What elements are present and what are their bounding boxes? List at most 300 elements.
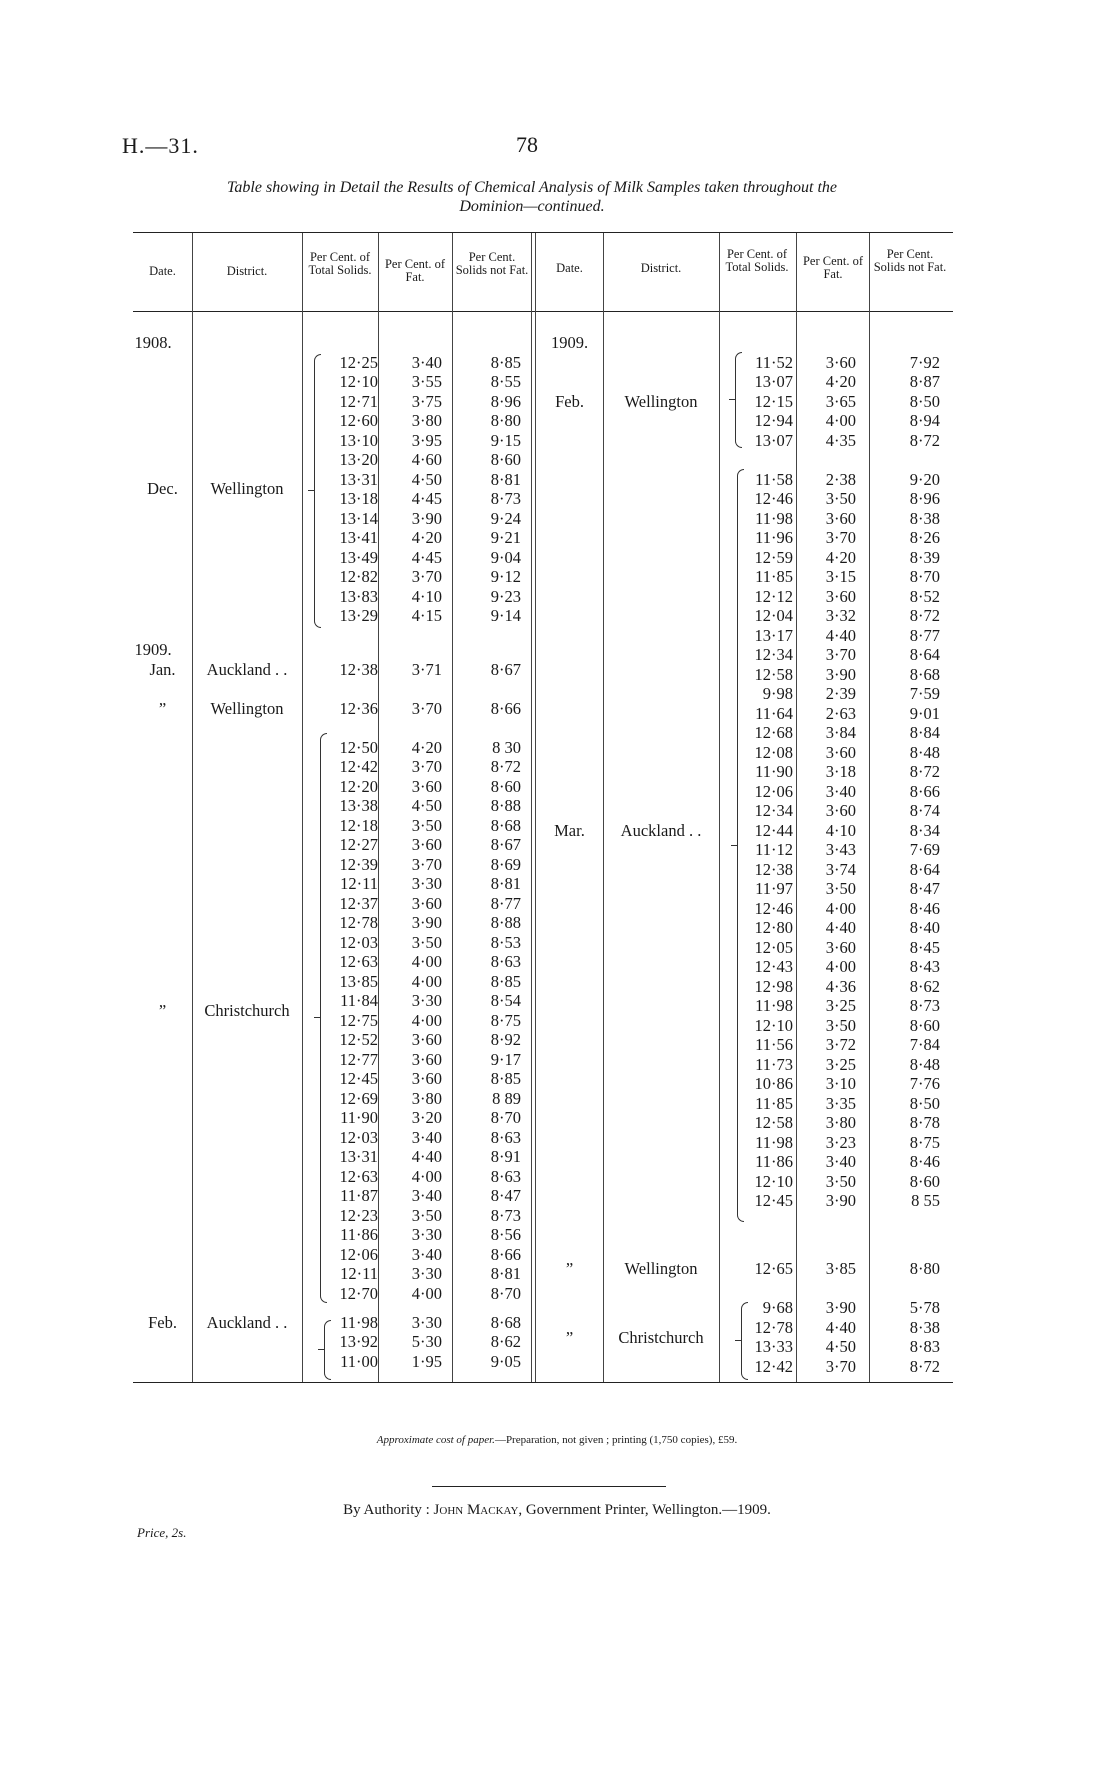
total-solids-cell: 11·98 (755, 508, 793, 528)
total-solids-cell: 9·68 (762, 1298, 793, 1318)
total-solids-cell: 12·39 (339, 854, 378, 874)
solids-not-fat-cell: 8·56 (490, 1225, 521, 1245)
total-solids-cell: 12·38 (339, 659, 378, 679)
total-solids-cell: 11·12 (755, 840, 793, 859)
fat-cell: 3·90 (411, 508, 442, 528)
solids-not-fat-cell: 8·96 (909, 489, 940, 508)
total-solids-cell: 12·46 (754, 489, 793, 508)
solids-not-fat-cell: 8·60 (490, 776, 521, 796)
total-solids-cell: 12·82 (339, 567, 378, 586)
fat-cell: 3·32 (825, 606, 856, 625)
fat-cell: 4·50 (411, 796, 442, 816)
total-solids-cell: 13·07 (754, 372, 793, 391)
fat-cell: 3·75 (411, 391, 442, 411)
fat-cell: 4·36 (825, 976, 856, 996)
district-cell: Wellington (624, 391, 698, 411)
fat-cell: 3·72 (825, 1035, 856, 1054)
total-solids-cell: 12·42 (754, 1356, 793, 1376)
total-solids-cell: 13·41 (339, 528, 378, 547)
fat-cell: 4·60 (411, 450, 442, 469)
fat-cell: 3·50 (411, 1205, 442, 1225)
solids-not-fat-cell: 8·88 (490, 913, 521, 933)
fat-cell: 2·38 (825, 469, 856, 489)
total-solids-cell: 12·03 (339, 1127, 378, 1147)
district-cell: Auckland . . (620, 820, 702, 840)
solids-not-fat-cell: 8·60 (490, 450, 521, 469)
total-solids-cell: 11·87 (340, 1186, 378, 1206)
solids-not-fat-cell: 9·04 (490, 547, 521, 567)
fat-cell: 3·40 (411, 1186, 442, 1206)
fat-cell: 3·70 (411, 757, 442, 777)
solids-not-fat-cell: 8·72 (909, 762, 940, 781)
column-header-total-solids: Per Cent. of Total Solids. (308, 250, 372, 277)
total-solids-cell: 11·56 (755, 1035, 793, 1054)
footer-rule (432, 1486, 666, 1487)
solids-not-fat-cell: 8·80 (490, 411, 521, 430)
total-solids-cell: 12·25 (339, 352, 378, 372)
solids-not-fat-cell: 8·67 (490, 835, 521, 855)
fat-cell: 3·15 (825, 567, 856, 586)
fat-cell: 3·50 (825, 879, 856, 898)
fat-cell: 4·45 (411, 489, 442, 508)
fat-cell: 4·45 (411, 547, 442, 567)
fat-cell: 4·10 (825, 820, 856, 840)
date-cell: Dec. (147, 479, 178, 499)
group-brace (737, 469, 744, 1222)
date-cell: Feb. (555, 391, 584, 411)
total-solids-cell: 12·05 (754, 937, 793, 957)
fat-cell: 3·70 (411, 567, 442, 586)
solids-not-fat-cell: 8·34 (909, 820, 940, 840)
fat-cell: 3·70 (825, 1356, 856, 1376)
total-solids-cell: 12·80 (754, 918, 793, 937)
total-solids-cell: 12·71 (339, 391, 378, 411)
fat-cell: 3·70 (411, 854, 442, 874)
fat-cell: 3·60 (825, 937, 856, 957)
total-solids-cell: 11·64 (755, 703, 793, 723)
fat-cell: 3·65 (825, 391, 856, 411)
district-cell: Christchurch (204, 1000, 290, 1020)
total-solids-cell: 13·07 (754, 430, 793, 450)
solids-not-fat-cell: 8·64 (909, 645, 940, 664)
total-solids-cell: 12·60 (339, 411, 378, 430)
total-solids-cell: 12·34 (754, 645, 793, 664)
solids-not-fat-cell: 8·40 (909, 918, 940, 937)
fat-cell: 2·39 (825, 684, 856, 703)
fat-cell: 3·50 (825, 1171, 856, 1191)
total-solids-cell: 13·49 (339, 547, 378, 567)
group-brace (324, 1320, 331, 1380)
solids-not-fat-cell: 8·69 (490, 854, 521, 874)
fat-cell: 4·10 (411, 586, 442, 606)
solids-not-fat-cell: 7·84 (909, 1035, 940, 1054)
total-solids-cell: 13·83 (339, 586, 378, 606)
total-solids-cell: 11·86 (755, 1152, 793, 1171)
fat-cell: 4·00 (411, 971, 442, 991)
total-solids-cell: 12·10 (754, 1171, 793, 1191)
total-solids-cell: 12·12 (754, 586, 793, 606)
fat-cell: 4·20 (411, 737, 442, 757)
column-header-fat: Per Cent. of Fat. (802, 254, 864, 281)
group-brace-point (735, 1340, 741, 1341)
fat-cell: 3·95 (411, 430, 442, 450)
total-solids-cell: 11·84 (340, 991, 378, 1011)
fat-cell: 3·90 (825, 1191, 856, 1210)
total-solids-cell: 13·14 (339, 508, 378, 528)
total-solids-cell: 12·50 (339, 737, 378, 757)
solids-not-fat-cell: 8·54 (490, 991, 521, 1011)
solids-not-fat-cell: 8·68 (490, 815, 521, 835)
total-solids-cell: 12·58 (754, 1113, 793, 1132)
fat-cell: 4·20 (825, 547, 856, 567)
group-brace-point (314, 1017, 320, 1018)
total-solids-cell: 12·52 (339, 1030, 378, 1050)
solids-not-fat-cell: 8·60 (909, 1171, 940, 1191)
solids-not-fat-cell: 8·62 (909, 976, 940, 996)
total-solids-cell: 12·11 (340, 874, 378, 894)
date-cell: Feb. (148, 1312, 177, 1332)
fat-cell: 3·60 (825, 352, 856, 372)
total-solids-cell: 12·78 (754, 1317, 793, 1337)
solids-not-fat-cell: 8·68 (490, 1312, 521, 1332)
solids-not-fat-cell: 8·80 (909, 1259, 940, 1279)
fat-cell: 3·80 (411, 411, 442, 430)
column-header-date: Date. (149, 264, 176, 278)
year-label: 1909. (550, 333, 589, 352)
fat-cell: 3·18 (825, 762, 856, 781)
fat-cell: 3·60 (411, 1069, 442, 1089)
total-solids-cell: 11·52 (755, 352, 793, 372)
solids-not-fat-cell: 9·12 (490, 567, 521, 586)
fat-cell: 3·25 (825, 1054, 856, 1074)
fat-cell: 3·60 (411, 1049, 442, 1069)
date-cell: ” (565, 1327, 574, 1347)
total-solids-cell: 12·38 (754, 859, 793, 879)
solids-not-fat-cell: 8·70 (909, 567, 940, 586)
solids-not-fat-cell: 9·21 (490, 528, 521, 547)
fat-cell: 4·40 (825, 625, 856, 645)
solids-not-fat-cell: 8 55 (911, 1191, 940, 1210)
fat-cell: 3·50 (825, 489, 856, 508)
total-solids-cell: 12·94 (754, 411, 793, 430)
total-solids-cell: 11·90 (755, 762, 793, 781)
total-solids-cell: 13·31 (339, 1147, 378, 1167)
total-solids-cell: 12·98 (754, 976, 793, 996)
total-solids-cell: 12·59 (754, 547, 793, 567)
solids-not-fat-cell: 8·77 (490, 893, 521, 913)
total-solids-cell: 12·46 (754, 898, 793, 918)
column-header-district: District. (640, 261, 682, 275)
fat-cell: 3·40 (825, 781, 856, 801)
total-solids-cell: 12·78 (339, 913, 378, 933)
solids-not-fat-cell: 7·76 (909, 1074, 940, 1093)
fat-cell: 4·35 (825, 430, 856, 450)
solids-not-fat-cell: 8·73 (909, 996, 940, 1015)
table-bottom-rule (133, 1382, 953, 1383)
total-solids-cell: 12·69 (339, 1088, 378, 1108)
group-brace-point (729, 399, 735, 400)
solids-not-fat-cell: 8 30 (492, 737, 521, 757)
solids-not-fat-cell: 8·78 (909, 1113, 940, 1132)
solids-not-fat-cell: 8·50 (909, 391, 940, 411)
solids-not-fat-cell: 8·81 (490, 874, 521, 894)
fat-cell: 4·00 (411, 1166, 442, 1186)
solids-not-fat-cell: 8·96 (490, 391, 521, 411)
solids-not-fat-cell: 8·81 (490, 469, 521, 489)
price-note: Price, 2s. (137, 1525, 187, 1540)
district-cell: Wellington (210, 698, 284, 718)
fat-cell: 3·25 (825, 996, 856, 1015)
solids-not-fat-cell: 8·50 (909, 1093, 940, 1113)
solids-not-fat-cell: 9·17 (490, 1049, 521, 1069)
fat-cell: 4·50 (825, 1337, 856, 1357)
year-label: 1908. (134, 333, 172, 352)
solids-not-fat-cell: 8·62 (490, 1332, 521, 1352)
page-number: 78 (516, 132, 538, 157)
printing-cost-text: —Preparation, not given ; printing (1,750 copies), £59. (494, 1434, 738, 1446)
solids-not-fat-cell: 9·15 (490, 430, 521, 450)
total-solids-cell: 12·58 (754, 664, 793, 684)
solids-not-fat-cell: 8·52 (909, 586, 940, 606)
fat-cell: 3·23 (825, 1132, 856, 1152)
total-solids-cell: 11·98 (755, 996, 793, 1015)
fat-cell: 3·60 (411, 1030, 442, 1050)
solids-not-fat-cell: 8·68 (909, 664, 940, 684)
total-solids-cell: 11·85 (755, 567, 793, 586)
fat-cell: 3·70 (825, 528, 856, 547)
total-solids-cell: 13·85 (339, 971, 378, 991)
solids-not-fat-cell: 8·72 (909, 1356, 940, 1376)
solids-not-fat-cell: 9·20 (909, 469, 940, 489)
solids-not-fat-cell: 8·67 (490, 659, 521, 679)
solids-not-fat-cell: 8·87 (909, 372, 940, 391)
solids-not-fat-cell: 8·72 (490, 757, 521, 777)
fat-cell: 3·70 (825, 645, 856, 664)
total-solids-cell: 12·44 (754, 820, 793, 840)
group-brace (314, 354, 321, 628)
solids-not-fat-cell: 5·78 (909, 1298, 940, 1318)
total-solids-cell: 13·10 (339, 430, 378, 450)
solids-not-fat-cell: 9·24 (490, 508, 521, 528)
total-solids-cell: 12·45 (754, 1191, 793, 1210)
solids-not-fat-cell: 9·23 (490, 586, 521, 606)
group-brace-point (318, 1349, 324, 1350)
total-solids-cell: 11·90 (340, 1108, 378, 1128)
fat-cell: 3·55 (411, 372, 442, 391)
total-solids-cell: 11·97 (755, 879, 793, 898)
total-solids-cell: 12·63 (339, 952, 378, 972)
solids-not-fat-cell: 8·64 (909, 859, 940, 879)
total-solids-cell: 11·58 (755, 469, 793, 489)
fat-cell: 3·70 (411, 698, 442, 718)
fat-cell: 3·60 (825, 801, 856, 820)
solids-not-fat-cell: 8·85 (490, 352, 521, 372)
solids-not-fat-cell: 9·05 (490, 1351, 521, 1371)
column-divider (719, 233, 720, 1382)
total-solids-cell: 13·20 (339, 450, 378, 469)
fat-cell: 4·00 (825, 957, 856, 976)
district-cell: Christchurch (618, 1327, 704, 1347)
total-solids-cell: 12·34 (754, 801, 793, 820)
fat-cell: 4·20 (411, 528, 442, 547)
group-brace-point (308, 490, 314, 491)
fat-cell: 2·63 (825, 703, 856, 723)
fat-cell: 4·00 (411, 1010, 442, 1030)
solids-not-fat-cell: 8·73 (490, 1205, 521, 1225)
solids-not-fat-cell: 8·74 (909, 801, 940, 820)
solids-not-fat-cell: 8 89 (492, 1088, 521, 1108)
fat-cell: 3·60 (411, 776, 442, 796)
fat-cell: 3·40 (825, 1152, 856, 1171)
date-cell: ” (158, 698, 167, 718)
total-solids-cell: 12·77 (339, 1049, 378, 1069)
solids-not-fat-cell: 8·47 (490, 1186, 521, 1206)
total-solids-cell: 12·18 (339, 815, 378, 835)
fat-cell: 3·60 (411, 835, 442, 855)
solids-not-fat-cell: 8·70 (490, 1108, 521, 1128)
total-solids-cell: 12·23 (339, 1205, 378, 1225)
total-solids-cell: 12·37 (339, 893, 378, 913)
fat-cell: 4·40 (825, 1317, 856, 1337)
table-title-continued: Dominion—continued. (459, 198, 605, 215)
fat-cell: 3·43 (825, 840, 856, 859)
solids-not-fat-cell: 8·43 (909, 957, 940, 976)
solids-not-fat-cell: 8·88 (490, 796, 521, 816)
fat-cell: 3·84 (825, 723, 856, 742)
date-cell: Jan. (149, 659, 176, 679)
solids-not-fat-cell: 7·69 (909, 840, 940, 859)
fat-cell: 3·50 (411, 815, 442, 835)
fat-cell: 4·00 (825, 898, 856, 918)
total-solids-cell: 13·31 (339, 469, 378, 489)
solids-not-fat-cell: 8·46 (909, 898, 940, 918)
solids-not-fat-cell: 8·91 (490, 1147, 521, 1167)
district-cell: Auckland . . (206, 659, 288, 679)
fat-cell: 3·40 (411, 352, 442, 372)
total-solids-cell: 12·03 (339, 932, 378, 952)
total-solids-cell: 12·06 (339, 1244, 378, 1264)
paper-reference: H.—31. (122, 133, 199, 158)
fat-cell: 3·40 (411, 1127, 442, 1147)
solids-not-fat-cell: 8·84 (909, 723, 940, 742)
fat-cell: 3·40 (411, 1244, 442, 1264)
solids-not-fat-cell: 8·75 (490, 1010, 521, 1030)
solids-not-fat-cell: 7·92 (909, 352, 940, 372)
total-solids-cell: 12·04 (754, 606, 793, 625)
fat-cell: 3·80 (411, 1088, 442, 1108)
total-solids-cell: 13·29 (339, 606, 378, 625)
solids-not-fat-cell: 8·45 (909, 937, 940, 957)
solids-not-fat-cell: 8·47 (909, 879, 940, 898)
group-brace-point (731, 845, 737, 846)
total-solids-cell: 11·98 (755, 1132, 793, 1152)
solids-not-fat-cell: 8·48 (909, 1054, 940, 1074)
group-brace (735, 352, 742, 448)
column-header-date: Date. (556, 261, 583, 275)
total-solids-cell: 11·00 (340, 1351, 378, 1371)
total-solids-cell: 12·43 (754, 957, 793, 976)
solids-not-fat-cell: 8·63 (490, 1127, 521, 1147)
total-solids-cell: 12·70 (339, 1283, 378, 1303)
total-solids-cell: 13·38 (339, 796, 378, 816)
date-cell: ” (158, 1000, 167, 1020)
fat-cell: 4·20 (825, 372, 856, 391)
table-centre-divider (531, 233, 532, 1382)
total-solids-cell: 12·75 (339, 1010, 378, 1030)
total-solids-cell: 12·11 (340, 1264, 378, 1284)
solids-not-fat-cell: 8·94 (909, 411, 940, 430)
solids-not-fat-cell: 8·66 (490, 1244, 521, 1264)
solids-not-fat-cell: 8·38 (909, 1317, 940, 1337)
date-cell: ” (565, 1259, 574, 1279)
total-solids-cell: 12·10 (339, 372, 378, 391)
solids-not-fat-cell: 8·46 (909, 1152, 940, 1171)
column-divider (302, 233, 303, 1382)
solids-not-fat-cell: 8·53 (490, 932, 521, 952)
fat-cell: 3·60 (411, 893, 442, 913)
column-header-district: District. (226, 264, 268, 278)
solids-not-fat-cell: 8·73 (490, 489, 521, 508)
solids-not-fat-cell: 8·66 (490, 698, 521, 718)
fat-cell: 3·30 (411, 1225, 442, 1245)
solids-not-fat-cell: 8·85 (490, 1069, 521, 1089)
solids-not-fat-cell: 8·60 (909, 1015, 940, 1035)
total-solids-cell: 11·73 (755, 1054, 793, 1074)
fat-cell: 4·15 (411, 606, 442, 625)
fat-cell: 4·40 (825, 918, 856, 937)
printer-name: John Mackay (433, 1502, 519, 1518)
total-solids-cell: 11·86 (340, 1225, 378, 1245)
total-solids-cell: 12·15 (754, 391, 793, 411)
total-solids-cell: 10·86 (754, 1074, 793, 1093)
fat-cell: 3·90 (411, 913, 442, 933)
printing-cost-note (0, 1434, 1114, 1446)
total-solids-cell: 13·92 (339, 1332, 378, 1352)
solids-not-fat-cell: 8·70 (490, 1283, 521, 1303)
total-solids-cell: 13·17 (754, 625, 793, 645)
total-solids-cell: 12·08 (754, 742, 793, 762)
solids-not-fat-cell: 8·66 (909, 781, 940, 801)
printer-authority (0, 1502, 1114, 1519)
solids-not-fat-cell: 9·14 (490, 606, 521, 625)
table-header-rule (133, 311, 953, 312)
district-cell: Wellington (624, 1259, 698, 1279)
fat-cell: 3·60 (825, 742, 856, 762)
fat-cell: 1·95 (411, 1351, 442, 1371)
table-title: Table showing in Detail the Results of Chemical Analysis of Milk Samples taken throughout the (226, 179, 838, 196)
fat-cell: 3·50 (411, 932, 442, 952)
fat-cell: 3·35 (825, 1093, 856, 1113)
total-solids-cell: 12·36 (339, 698, 378, 718)
total-solids-cell: 11·85 (755, 1093, 793, 1113)
total-solids-cell: 12·68 (754, 723, 793, 742)
total-solids-cell: 11·98 (340, 1312, 378, 1332)
total-solids-cell: 12·42 (339, 757, 378, 777)
column-header-solids-not-fat: Per Cent. Solids not Fat. (873, 247, 947, 274)
authority-suffix: , Government Printer, Wellington.—1909. (518, 1502, 771, 1518)
solids-not-fat-cell: 8·63 (490, 1166, 521, 1186)
column-header-total-solids: Per Cent. of Total Solids. (725, 247, 789, 274)
total-solids-cell: 12·65 (754, 1259, 793, 1279)
solids-not-fat-cell: 8·26 (909, 528, 940, 547)
column-header-fat: Per Cent. of Fat. (384, 257, 446, 284)
group-brace (741, 1302, 748, 1380)
solids-not-fat-cell: 8·38 (909, 508, 940, 528)
solids-not-fat-cell: 8·39 (909, 547, 940, 567)
fat-cell: 3·30 (411, 1264, 442, 1284)
solids-not-fat-cell: 7·59 (909, 684, 940, 703)
solids-not-fat-cell: 8·72 (909, 606, 940, 625)
